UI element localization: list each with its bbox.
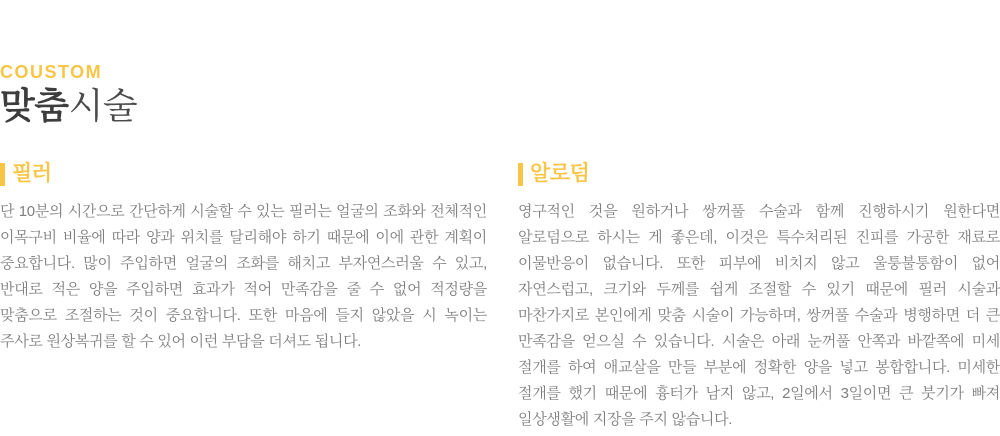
content-columns xyxy=(0,162,1000,433)
section-heading-filler-text: 필러 xyxy=(12,162,52,185)
page-title-light: 시술 xyxy=(68,85,138,126)
page-title-bold: 맞춤 xyxy=(0,85,69,126)
section-heading-alloderm-text: 알로덤 xyxy=(530,162,590,185)
section-heading-alloderm xyxy=(518,162,1000,186)
section-filler xyxy=(0,162,487,355)
section-body-alloderm: 영구적인 것을 원하거나 쌍꺼풀 수술과 함께 진행하시기 원한다면 알로덤으로 하시는 게 좋은데, 이것은 특수처리된 진피를 가공한 재료로 이물반응이 없습니다. 또한 피부에 비치지 않고 울퉁불퉁함이 없어 자연스럽고, 크기와 두께를 쉽게 조절할 수 있기 때문에 필러 시술과 마찬가지로 본인에게 맞춤 시술이 가능하며, 쌍꺼풀 수술과 병행하면 더 큰 만족감을 얻으실 수 있습니다. 시술은 아래 눈꺼풀 안쪽과 바깥쪽에 미세 절개를 하여 애교살을 만들 부분에 정확한 양을 넣고 봉합합니다. 미세한 절개를 했기 때문에 흉터가 남지 않고, 2일에서 3일이면 큰 붓기가 빠져 일상생활에 지장을 주지 않습니다. xyxy=(518,203,1000,428)
eyebrow-label: COUSTOM xyxy=(0,62,103,82)
section-body-filler: 단 10분의 시간으로 간단하게 시술할 수 있는 필러는 얼굴의 조화와 전체적인 이목구비 비율에 따라 양과 위치를 달리해야 하기 때문에 이에 관한 계획이 중요합니다. 많이 주입하면 얼굴의 조화를 해치고 부자연스러울 수 있고, 반대로 적은 양을 주입하면 효과가 적어 만족감을 줄 수 없어 적정량을 맞춤으로 조절하는 것이 중요합니다. 또한 마음에 들지 않았을 시 녹이는 주사로 원상복귀를 할 수 있어 이런 부담을 더셔도 됩니다. xyxy=(0,203,487,350)
page-title xyxy=(0,86,1000,126)
heading-accent-bar xyxy=(0,163,5,186)
page-header xyxy=(0,0,1000,126)
section-alloderm xyxy=(518,162,1000,433)
section-heading-filler xyxy=(0,162,487,186)
heading-accent-bar xyxy=(518,163,523,186)
